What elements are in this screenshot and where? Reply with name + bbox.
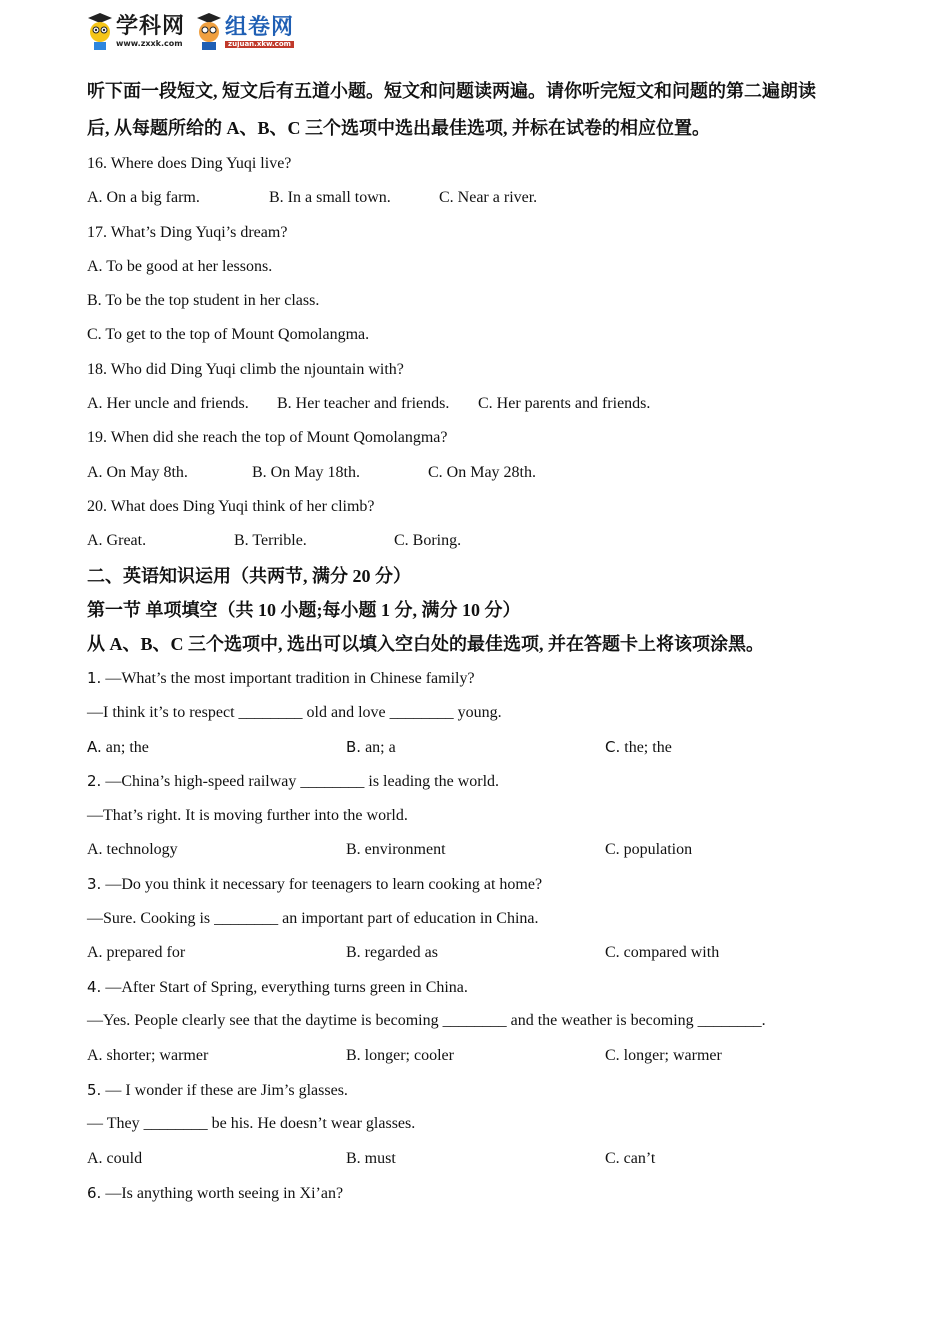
question-number: 1. (87, 669, 102, 688)
option-b: B. On May 18th. (252, 463, 360, 481)
option-c: C. population (605, 840, 693, 858)
option-text: an; a (365, 739, 396, 757)
section-2-title: 二、英语知识运用（共两节, 满分 20 分） (87, 565, 411, 586)
question-5 (87, 1073, 867, 1107)
question-text: — I wonder if these are Jim’s glasses. (105, 1082, 348, 1100)
option-a (87, 730, 346, 764)
option-a: A. prepared for (87, 943, 186, 961)
option-c: C. Near a river. (439, 189, 538, 207)
option-label: B. (346, 738, 362, 757)
option-c: C. longer; warmer (605, 1046, 722, 1064)
option-a: A. To be good at her lessons. (87, 257, 273, 275)
option-b: B. To be the top student in her class. (87, 292, 320, 310)
zxxk-logo (84, 12, 185, 52)
question-number: 3. (87, 875, 102, 894)
question-20: 20. What does Ding Yuqi think of her climb? (87, 497, 375, 515)
question-text: —What’s the most important tradition in Chinese family? (105, 670, 475, 688)
options-2 (87, 833, 867, 867)
zujuan-logo (193, 12, 294, 52)
option-b: B. In a small town. (269, 189, 391, 207)
option-a: A. Her uncle and friends. (87, 395, 249, 413)
question-text: —After Start of Spring, everything turns green in China. (105, 979, 468, 997)
option-b: B. Her teacher and friends. (277, 395, 450, 413)
options-4 (87, 1039, 867, 1073)
options-18 (87, 387, 867, 421)
option-a: A. On May 8th. (87, 463, 188, 481)
listening-instruction-line2: 后, 从每题所给的 A、B、C 三个选项中选出最佳选项, 并标在试卷的相应位置。 (87, 118, 711, 138)
question-16: 16. Where does Ding Yuqi live? (87, 155, 292, 172)
option-a: A. shorter; warmer (87, 1046, 209, 1064)
option-a: A. Great. (87, 532, 147, 550)
zujuan-logo-url: zujuan.xkw.com (225, 41, 294, 48)
question-2-response: —That’s right. It is moving further into the world. (87, 806, 408, 824)
question-6 (87, 1176, 867, 1210)
option-c: C. can’t (605, 1149, 656, 1167)
question-19: 19. When did she reach the top of Mount Qomolangma? (87, 429, 448, 447)
option-b: B. must (346, 1149, 396, 1167)
option-b (346, 730, 605, 764)
option-c: C. Her parents and friends. (478, 395, 651, 413)
section-2-part-1-title: 第一节 单项填空（共 10 小题;每小题 1 分, 满分 10 分） (87, 599, 521, 620)
question-number: 2. (87, 772, 102, 791)
question-number: 6. (87, 1183, 102, 1202)
option-text: the; the (624, 739, 672, 757)
option-b: B. regarded as (346, 943, 438, 961)
question-3 (87, 867, 867, 901)
options-19 (87, 456, 867, 490)
option-c: C. compared with (605, 943, 720, 961)
section-2-instruction: 从 A、B、C 三个选项中, 选出可以填入空白处的最佳选项, 并在答题卡上将该项涂黑。 (87, 634, 765, 655)
question-3-response: —Sure. Cooking is ________ an important part of education in China. (87, 909, 539, 927)
option-text: an; the (105, 739, 149, 757)
option-b: B. environment (346, 840, 446, 858)
question-text: —Is anything worth seeing in Xi’an? (105, 1184, 344, 1202)
options-16 (87, 181, 867, 215)
option-a: A. technology (87, 840, 178, 858)
question-18: 18. Who did Ding Yuqi climb the njountain with? (87, 360, 404, 378)
option-c: C. To get to the top of Mount Qomolangma. (87, 326, 370, 344)
exam-content (87, 73, 867, 1210)
options-3 (87, 936, 867, 970)
options-1 (87, 730, 867, 764)
question-number: 5. (87, 1081, 102, 1100)
option-c: C. On May 28th. (428, 463, 536, 481)
question-number: 4. (87, 978, 102, 997)
zujuan-logo-name: 组卷网 (225, 14, 295, 40)
question-1-response: —I think it’s to respect ________ old and love ________ young. (87, 703, 502, 721)
option-a: A. could (87, 1149, 143, 1167)
question-4-response: —Yes. People clearly see that the daytime is becoming ________ and the weather is becoming ________. (87, 1012, 766, 1030)
option-b: B. Terrible. (234, 532, 307, 550)
option-c (605, 730, 672, 764)
question-17: 17. What’s Ding Yuqi’s dream? (87, 223, 288, 241)
option-label: A. (87, 738, 102, 757)
option-a: A. On a big farm. (87, 189, 200, 207)
option-b: B. longer; cooler (346, 1046, 454, 1064)
scholar-icon (193, 12, 225, 52)
question-4 (87, 970, 867, 1004)
mascot-icon (84, 12, 116, 52)
option-label: C. (605, 738, 621, 757)
question-1 (87, 661, 867, 695)
question-text: —Do you think it necessary for teenagers to learn cooking at home? (105, 876, 543, 894)
question-2 (87, 764, 867, 798)
zxxk-logo-url: www.zxxk.com (116, 39, 183, 48)
question-text: —China’s high-speed railway ________ is leading the world. (105, 773, 500, 791)
question-5-response: — They ________ be his. He doesn’t wear glasses. (87, 1115, 416, 1133)
listening-instruction-line1: 听下面一段短文, 短文后有五道小题。短文和问题读两遍。请你听完短文和问题的第二遍朗读 (87, 81, 816, 101)
zxxk-logo-name: 学科网 (116, 14, 186, 39)
options-20 (87, 524, 867, 558)
header-logos (84, 10, 302, 54)
options-5 (87, 1142, 867, 1176)
option-c: C. Boring. (394, 532, 462, 550)
